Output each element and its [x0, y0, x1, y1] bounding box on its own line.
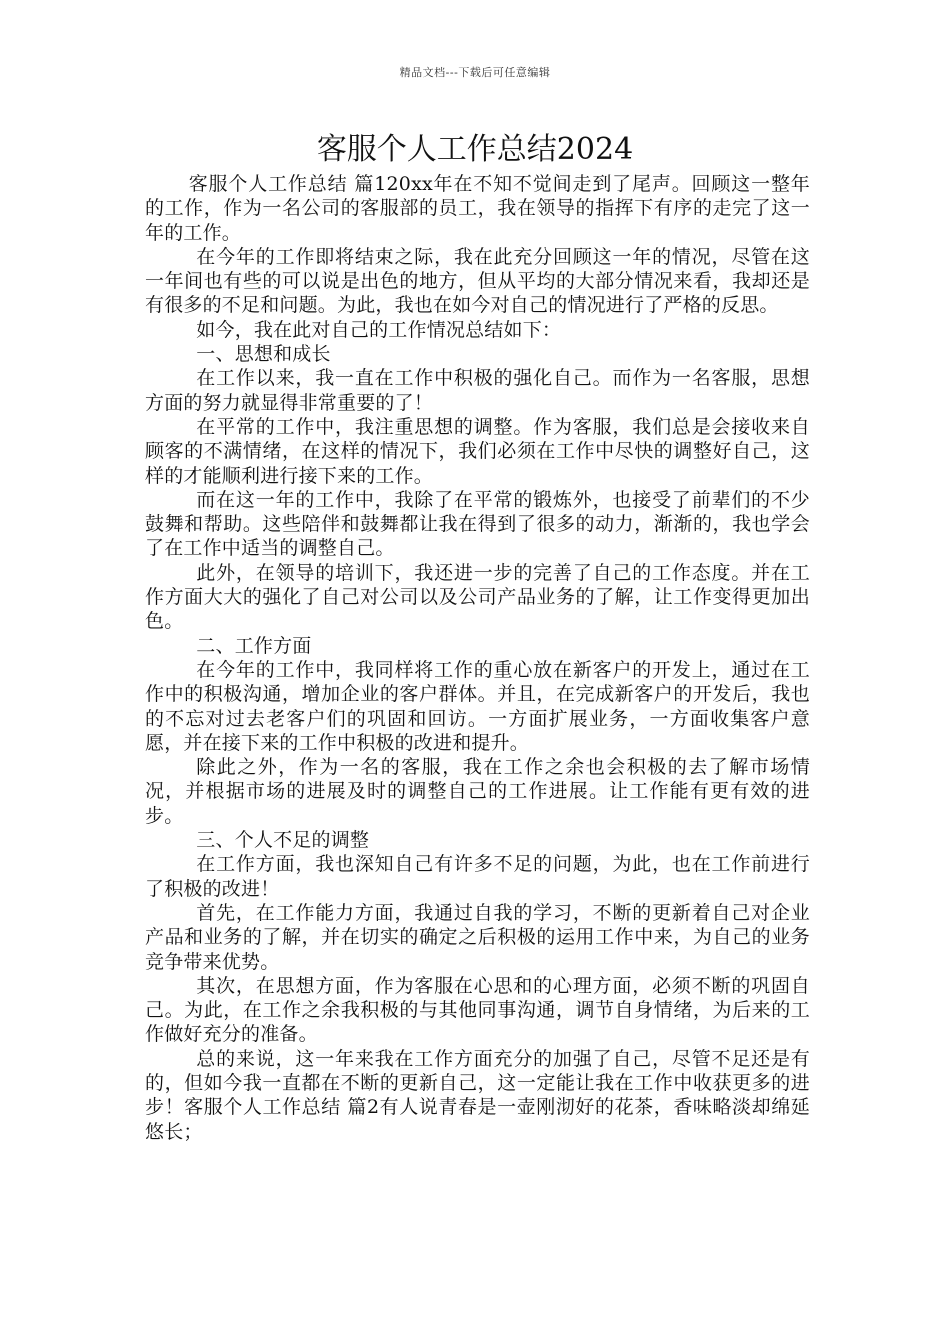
paragraph-thought-2: 在平常的工作中，我注重思想的调整。作为客服，我们总是会接收来自顾客的不满情绪，在这样的情况下，我们必须在工作中尽快的调整好自己，这样的才能顺利进行接下来的工作。 [145, 415, 810, 487]
paragraph-thought-1: 在工作以来，我一直在工作中积极的强化自己。而作为一名客服，思想方面的努力就显得非常重要的了！ [145, 367, 810, 414]
paragraph-conclusion: 总的来说，这一年来我在工作方面充分的加强了自己，尽管不足还是有的，但如今我一直都在不断的更新自己，这一定能让我在工作中收获更多的进步！客服个人工作总结 篇2有人说青春是一壶刚沏好的花茶，香味略淡却绵延悠长； [145, 1047, 810, 1143]
document-title: 客服个人工作总结2024 [316, 132, 634, 167]
paragraph-thought-3: 而在这一年的工作中，我除了在平常的锻炼外，也接受了前辈们的不少鼓舞和帮助。这些陪伴和鼓舞都让我在得到了很多的动力，渐渐的，我也学会了在工作中适当的调整自己。 [145, 488, 810, 560]
paragraph-work-1: 在今年的工作中，我同样将工作的重心放在新客户的开发上，通过在工作中的积极沟通，增加企业的客户群体。并且，在完成新客户的开发后，我也的不忘对过去老客户们的巩固和回访。一方面扩展业务，一方面收集客户意愿，并在接下来的工作中积极的改进和提升。 [145, 658, 810, 754]
header-note: 精品文档---下载后可任意编辑 [399, 66, 551, 79]
section-heading-work: 二、工作方面 [196, 634, 312, 657]
paragraph-shortcomings-1: 在工作方面，我也深知自己有许多不足的问题，为此，也在工作前进行了积极的改进！ [145, 853, 810, 900]
paragraph-thought-4: 此外，在领导的培训下，我还进一步的完善了自己的工作态度。并在工作方面大大的强化了自己对公司以及公司产品业务的了解，让工作变得更加出色。 [145, 561, 810, 633]
section-heading-shortcomings: 三、个人不足的调整 [196, 829, 370, 852]
paragraph-summary-intro: 如今，我在此对自己的工作情况总结如下： [196, 318, 562, 341]
paragraph-shortcomings-3: 其次，在思想方面，作为客服在心思和的心理方面，必须不断的巩固自己。为此，在工作之余我积极的与其他同事沟通，调节自身情绪，为后来的工作做好充分的准备。 [145, 974, 810, 1046]
paragraph-shortcomings-2: 首先，在工作能力方面，我通过自我的学习，不断的更新着自己对企业产品和业务的了解，并在切实的确定之后积极的运用工作中来，为自己的业务竞争带来优势。 [145, 901, 810, 973]
section-heading-thought-growth: 一、思想和成长 [196, 343, 331, 366]
paragraph-intro: 客服个人工作总结 篇120xx年在不知不觉间走到了尾声。回顾这一整年的工作，作为一名公司的客服部的员工，我在领导的指挥下有序的走完了这一年的工作。 [145, 173, 810, 244]
document-body [145, 172, 810, 1144]
paragraph-reflection: 在今年的工作即将结束之际，我在此充分回顾这一年的情况，尽管在这一年间也有些的可以说是出色的地方，但从平均的大部分情况来看，我却还是有很多的不足和问题。为此，我也在如今对自己的情况进行了严格的反思。 [145, 245, 810, 317]
paragraph-work-2: 除此之外，作为一名的客服，我在工作之余也会积极的去了解市场情况，并根据市场的进展及时的调整自己的工作进展。让工作能有更有效的进步。 [145, 756, 810, 827]
